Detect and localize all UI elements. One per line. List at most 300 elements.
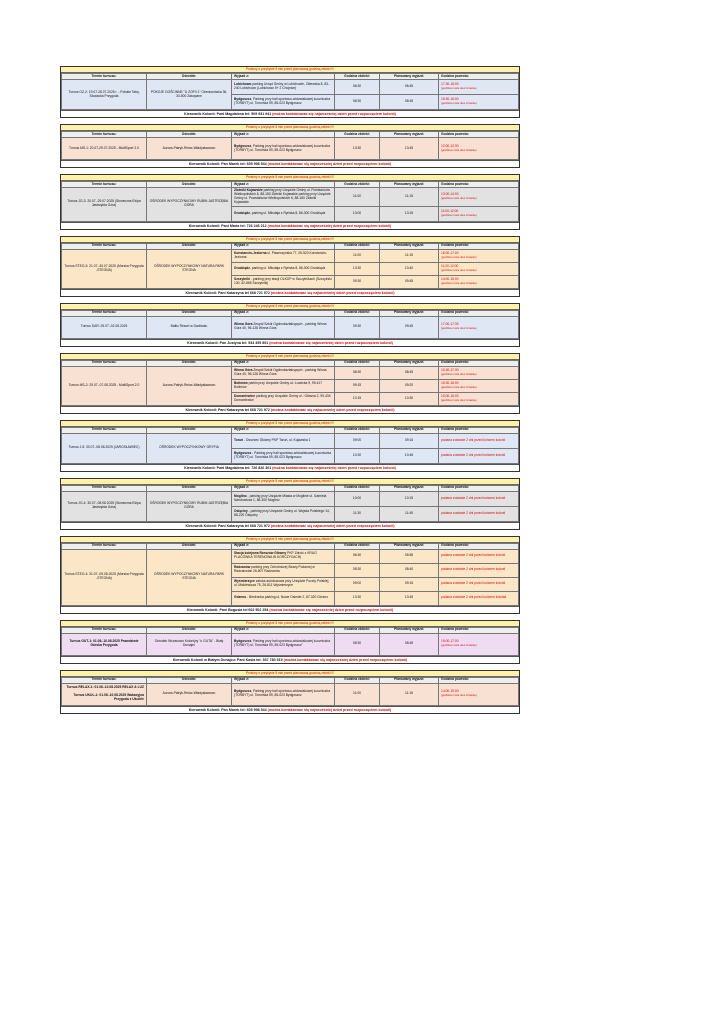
departure-address: - Biedronka parking ul. Nowe Osiedle 2, 87-320 Górzno bbox=[246, 595, 329, 600]
return-time bbox=[439, 366, 519, 379]
osrodek-cell: POKOJE GOŚCINNE "U ZOFII 1" Obersonówka 36, 34-500 Zakopane bbox=[147, 80, 232, 110]
schedule-table bbox=[61, 131, 519, 160]
planned-departure: 09:20 bbox=[380, 379, 439, 392]
contact-note: (można kontaktować się najwcześniej dzień przed rozpoczęciem kolonii) bbox=[272, 465, 396, 470]
return-time bbox=[439, 491, 519, 506]
departure-cell bbox=[232, 138, 335, 160]
warning-banner: Prosimy o przybycie 5 min przed planowaną godziną zbiórki !!! bbox=[61, 621, 519, 627]
return-hours: podana zostanie 2 dni przed końcem kolonii bbox=[441, 567, 506, 572]
return-hours: podana zostanie 2 dni przed końcem kolonia bbox=[441, 595, 507, 600]
column-header-powrot: Godzina powrotu: bbox=[439, 360, 519, 366]
gathering-time: 08:30 bbox=[335, 633, 380, 655]
schedule-table bbox=[61, 310, 519, 339]
departure-place: Stacja kolejowa Rzeszów Główny bbox=[234, 551, 287, 556]
departure-address: parking przy Urzędzie Gminy ul.: Główna 2, 99-434 Domaniewice bbox=[234, 393, 331, 402]
column-header-osrodek: Ośrodek: bbox=[147, 132, 232, 138]
contact-note: (można kontaktować się najwcześniej dzień przed rozpoczęciem kolonii) bbox=[283, 657, 408, 662]
column-header-wyjazd: Wyjazd z: bbox=[232, 74, 335, 80]
return-time bbox=[439, 138, 519, 160]
departure-place: Szczytniki bbox=[234, 276, 250, 281]
planned-departure: 13:45 bbox=[380, 138, 439, 160]
planned-departure: 11:15 bbox=[380, 683, 439, 705]
departure-cell bbox=[232, 262, 335, 275]
turnus-label: Turnus JG-4: 30.07.-08.08.2025 (Słoneczna Ekipa Jastrzębia Góra) bbox=[67, 501, 141, 510]
return-time bbox=[439, 563, 519, 577]
column-header-osrodek: Ośrodek: bbox=[147, 627, 232, 633]
osrodek-cell: OŚRODEK WYPOCZYNKOWY RUBIN JASTRZĘBIA GÓRA bbox=[147, 188, 232, 222]
turnus-cell bbox=[62, 549, 147, 605]
return-note: (godzina może ulec zmianie) bbox=[441, 147, 477, 152]
column-header-osrodek: Ośrodek: bbox=[147, 427, 232, 433]
column-header-turnus: Termin turnusu: bbox=[62, 132, 147, 138]
turnus-cell bbox=[62, 138, 147, 160]
departure-cell bbox=[232, 188, 335, 207]
contact-note: (można kontaktować się najwcześniej dzień przed rozpoczęciem kolonii) bbox=[269, 340, 393, 345]
return-time bbox=[439, 448, 519, 463]
column-header-powrot: Godzina powrotu: bbox=[439, 182, 519, 188]
osrodek-cell: Aurora-Patryk-Relax-Władysławowo bbox=[147, 138, 232, 160]
column-header-godzina: Godzina zbiórki: bbox=[335, 132, 380, 138]
gathering-time: 13:30 bbox=[335, 262, 380, 275]
column-header-godzina: Godzina zbiórki: bbox=[335, 485, 380, 491]
departure-address: - Dworzec Główny PKP Toruń, ul. Kujawska 1 bbox=[243, 437, 311, 442]
return-time bbox=[439, 433, 519, 448]
warning-banner: Prosimy o przybycie 5 min przed planowaną godziną zbiórki !!! bbox=[61, 125, 519, 131]
table-row bbox=[62, 366, 519, 379]
manager-footer bbox=[61, 339, 519, 346]
return-time bbox=[439, 206, 519, 221]
departure-place: Gdzeno bbox=[234, 595, 247, 600]
turnus-cell bbox=[62, 80, 147, 110]
column-header-godzina: Godzina zbiórki: bbox=[335, 543, 380, 549]
manager-footer bbox=[61, 289, 519, 296]
column-header-turnus: Termin turnusu: bbox=[62, 427, 147, 433]
osrodek-cell: OŚRODEK WYPOCZYNKOWY NATURA PARK STEGNA bbox=[147, 549, 232, 605]
departure-place: Bydgoszcz bbox=[234, 639, 252, 644]
return-time bbox=[439, 95, 519, 110]
departure-place: Toruń bbox=[234, 437, 244, 442]
column-header-planowany: Planowany wyjazd: bbox=[380, 427, 439, 433]
departure-place: Lubichowo bbox=[234, 82, 252, 87]
table-row bbox=[62, 683, 519, 705]
osrodek-cell: Aurora-Patryk-Relax-Władysławowo bbox=[147, 683, 232, 705]
column-header-osrodek: Ośrodek: bbox=[147, 543, 232, 549]
schedule-table bbox=[61, 243, 519, 289]
departure-address: ul. Piaseczyńska 77, 05-520 Konstancin-Jeziorna bbox=[234, 250, 327, 259]
turnus-cell bbox=[62, 633, 147, 655]
column-header-osrodek: Ośrodek: bbox=[147, 310, 232, 316]
turnus-label: Turnus UKUL-1: 01.08.-10.08.2025 Wakacyjna Przygoda z Ukulele bbox=[73, 693, 144, 702]
departure-cell bbox=[232, 275, 335, 288]
departure-place: Bydgoszcz bbox=[234, 97, 252, 102]
return-hours: podana zostanie 2 dni przed końcem kolonii bbox=[441, 553, 506, 558]
departure-place: Grudziądz bbox=[234, 265, 250, 270]
column-header-planowany: Planowany wyjazd: bbox=[380, 485, 439, 491]
column-header-powrot: Godzina powrotu: bbox=[439, 543, 519, 549]
return-time bbox=[439, 506, 519, 521]
turnus-label: Turnus GUT-1: 01.08.-10.08.2025 Prawdziwie Górska Przygoda bbox=[69, 639, 139, 648]
turnus-label: Turnus JG-3: 20.07.-29.07.2025 (Słoneczna Ekipa Jastrzębia Góra) bbox=[67, 199, 141, 208]
departure-cell bbox=[232, 366, 335, 379]
camp-block bbox=[60, 620, 520, 664]
gathering-time: 11:00 bbox=[335, 188, 380, 207]
manager-contact: Kierownik Kolonii: Pani Katarzyna tel 668 721 972 bbox=[185, 290, 271, 295]
table-row bbox=[62, 633, 519, 655]
planned-departure: 09:15 bbox=[380, 577, 439, 591]
return-hours: podana zostanie 2 dni przed końcem kolonii bbox=[441, 452, 506, 457]
turnus-cell bbox=[62, 249, 147, 288]
return-hours: 11:00-12:00 bbox=[441, 208, 459, 213]
schedule-table bbox=[61, 627, 519, 656]
camp-block bbox=[60, 420, 520, 472]
column-header-godzina: Godzina zbiórki: bbox=[335, 182, 380, 188]
manager-contact: Kierownik Kolonii: Pani Katarzyna tel 668 721 972 bbox=[185, 407, 271, 412]
departure-address: , parking ul. Mikołaja z Ryńska 8, 86-300 Grudziądz bbox=[249, 265, 326, 270]
warning-banner: Prosimy o przybycie 5 min przed planowaną godziną zbiórki !!! bbox=[61, 421, 519, 427]
warning-banner: Prosimy o przybycie 5 min przed planowaną godziną zbiórki !!! bbox=[61, 237, 519, 243]
column-header-wyjazd: Wyjazd z: bbox=[232, 427, 335, 433]
planned-departure: 10:45 bbox=[380, 448, 439, 463]
column-header-powrot: Godzina powrotu: bbox=[439, 677, 519, 683]
return-time bbox=[439, 392, 519, 405]
return-hours: 15:30-16:00 bbox=[441, 97, 459, 102]
osrodek-cell: Ośrodek Wczasowo Kolonijny "u GUTA" - Biały Dunajec bbox=[147, 633, 232, 655]
column-header-wyjazd: Wyjazd z: bbox=[232, 243, 335, 249]
departure-address: PKP Zdroić z KRUG PLACÓWKA TERENOWA W KORCZYCACH) bbox=[234, 551, 317, 560]
turnus-label: Turnus RELAX-1: 01.08.-10.08.2025 RELAX & LUZ bbox=[66, 685, 144, 690]
departure-address: , Parking przy hali sportowo-widowiskowej Łuczniczka (TORBYT) ul. Toruńska 59, 85-023 Bydgoszcz bbox=[234, 689, 331, 698]
osrodek-cell: OŚRODEK WYPOCZYNKOWY NATURA PARK STEGNA bbox=[147, 249, 232, 288]
camp-block bbox=[60, 174, 520, 230]
schedule-sheet bbox=[60, 66, 518, 720]
departure-cell bbox=[232, 683, 335, 705]
gathering-time: 09:00 bbox=[335, 577, 380, 591]
manager-contact: Kierownik Kolonii: Pani Magdalena tel: 726 826 301 bbox=[184, 465, 273, 470]
turnus-cell bbox=[62, 316, 147, 338]
return-hours: 14:00-15:00 bbox=[441, 689, 459, 694]
return-hours: 14:00-15:00 bbox=[441, 276, 459, 281]
column-header-wyjazd: Wyjazd z: bbox=[232, 132, 335, 138]
contact-note: (można kontaktować się najwcześniej dzień przed rozpoczęciem kolonii) bbox=[270, 407, 395, 412]
manager-footer bbox=[61, 110, 519, 117]
warning-banner: Prosimy o przybycie 5 min przed planowaną godziną zbiórki !!! bbox=[61, 671, 519, 677]
return-hours: 17:30-18:00 bbox=[441, 82, 459, 87]
gathering-time: 08:30 bbox=[335, 95, 380, 110]
column-header-planowany: Planowany wyjazd: bbox=[380, 132, 439, 138]
planned-departure: 08:45 bbox=[380, 366, 439, 379]
column-header-turnus: Termin turnusu: bbox=[62, 627, 147, 633]
column-header-turnus: Termin turnusu: bbox=[62, 74, 147, 80]
warning-banner: Prosimy o przybycie 5 min przed planowaną godziną zbiórki !!! bbox=[61, 304, 519, 310]
departure-address: Zespół Szkół Ogólnokształcących - parking Winna Góra 40, 96-128 Winna Góra bbox=[234, 322, 327, 331]
gathering-time: 06:30 bbox=[335, 549, 380, 563]
column-header-osrodek: Ośrodek: bbox=[147, 360, 232, 366]
return-note: (godzina może ulec zmianie) bbox=[441, 101, 477, 105]
return-hours: 15:00-17:00 bbox=[441, 639, 459, 644]
manager-footer bbox=[61, 222, 519, 229]
column-header-turnus: Termin turnusu: bbox=[62, 310, 147, 316]
departure-address: parking przy Urzędzie Gminy ul. Powstańców Wielkopolskich 6, 88-180 Złotniki Kujawskie parking przy Urzędzie Gminy ul. Powstańców Wielkopolskich 6, 88-180 Złotniki Kujawskie bbox=[234, 188, 331, 204]
turnus-label: Turnus MS-2: 29.07.-07.08.2025 - MultiSport 2.0 bbox=[68, 382, 140, 387]
table-row bbox=[62, 491, 519, 506]
column-header-powrot: Godzina powrotu: bbox=[439, 427, 519, 433]
column-header-godzina: Godzina zbiórki: bbox=[335, 627, 380, 633]
return-hours: 15:30-16:00 bbox=[441, 380, 459, 385]
departure-cell bbox=[232, 577, 335, 591]
planned-departure: 10:15 bbox=[380, 491, 439, 506]
departure-cell bbox=[232, 506, 335, 521]
column-header-turnus: Termin turnusu: bbox=[62, 677, 147, 683]
return-time bbox=[439, 633, 519, 655]
departure-address: - parking przy stacji OLKOP w Szczytnikach (Szczytniki 130, 62-865 Szczytniki) bbox=[234, 276, 332, 285]
column-header-planowany: Planowany wyjazd: bbox=[380, 182, 439, 188]
contact-note: (można kontaktować się najwcześniej dzień przed rozpoczęciem kolonii) bbox=[269, 607, 394, 612]
camp-block bbox=[60, 353, 520, 414]
return-time bbox=[439, 577, 519, 591]
departure-place: Winna Góra bbox=[234, 322, 253, 327]
warning-banner: Prosimy o przybycie 5 min przed planowaną godziną zbiórki !!! bbox=[61, 354, 519, 360]
turnus-cell bbox=[62, 433, 147, 463]
return-note: (godzina może ulec zmianie) bbox=[441, 212, 477, 217]
return-time bbox=[439, 275, 519, 288]
column-header-turnus: Termin turnusu: bbox=[62, 182, 147, 188]
column-header-powrot: Godzina powrotu: bbox=[439, 243, 519, 249]
manager-footer bbox=[61, 656, 519, 663]
departure-cell bbox=[232, 591, 335, 605]
departure-place: Bydgoszcz bbox=[234, 143, 252, 148]
turnus-label: Turnus DAR: 25.07.-02.08.2025 bbox=[80, 324, 128, 329]
contact-note: (można kontaktować się najwcześniej dzień przed rozpoczęciem kolonii) bbox=[267, 223, 392, 228]
manager-contact: Kierownik Kolonii: Pani Bogusia tel 602 502 254 bbox=[186, 607, 270, 612]
table-row bbox=[62, 188, 519, 207]
column-header-turnus: Termin turnusu: bbox=[62, 543, 147, 549]
departure-cell bbox=[232, 249, 335, 262]
manager-contact: Kierownik Kolonii w Białym Dunajcu: Pani Kasia tel: 537 780 519 bbox=[172, 657, 284, 662]
table-row bbox=[62, 80, 519, 95]
schedule-table bbox=[61, 73, 519, 110]
planned-departure: 09:15 bbox=[380, 433, 439, 448]
departure-address: parking przy Ochotniczej Straży Pożarnej w Radzanowie 26-807 Radzanów bbox=[234, 565, 315, 574]
return-note: (godzina może ulec zmianie) bbox=[441, 384, 477, 389]
column-header-powrot: Godzina powrotu: bbox=[439, 627, 519, 633]
schedule-table bbox=[61, 677, 519, 706]
camp-block bbox=[60, 236, 520, 297]
departure-cell bbox=[232, 633, 335, 655]
manager-contact: Kierownik Kolonii: Pan Marek tel: 605 998 544 bbox=[188, 707, 268, 712]
manager-footer bbox=[61, 406, 519, 413]
departure-address: , parking ul. Mikołaja z Ryńska 8, 86-300 Grudziądz bbox=[249, 210, 326, 215]
schedule-table bbox=[61, 360, 519, 406]
turnus-cell bbox=[62, 366, 147, 405]
return-hours: podana zostanie 2 dni przed końcem kolonii bbox=[441, 510, 506, 515]
warning-banner: Prosimy o przybycie 5 min przed planowaną godziną zbiórki !!! bbox=[61, 67, 519, 73]
column-header-planowany: Planowany wyjazd: bbox=[380, 677, 439, 683]
column-header-osrodek: Ośrodek: bbox=[147, 485, 232, 491]
return-note: (godzina może ulec zmianie) bbox=[441, 371, 477, 376]
return-hours: 17:00-17:30 bbox=[441, 322, 459, 327]
table-row bbox=[62, 549, 519, 563]
column-header-planowany: Planowany wyjazd: bbox=[380, 243, 439, 249]
return-time bbox=[439, 80, 519, 95]
departure-cell bbox=[232, 95, 335, 110]
planned-departure: 10:30 bbox=[380, 392, 439, 405]
column-header-planowany: Planowany wyjazd: bbox=[380, 74, 439, 80]
camp-block bbox=[60, 536, 520, 614]
turnus-label: Turnus MS-1: 20.07-29.07.2025 - MultiSport 2.0 bbox=[69, 145, 139, 150]
manager-contact: Kierownik Kolonii: Pani Maria tel: 726 246 212 bbox=[188, 223, 268, 228]
manager-contact: Kierownik Kolonii: Pan Marek tel: 605 998 544 bbox=[188, 162, 268, 166]
return-note: (godzina może ulec zmianie) bbox=[441, 693, 477, 698]
return-hours: podana zostanie 2 dni przed końcem kolonii bbox=[441, 495, 506, 500]
departure-cell bbox=[232, 206, 335, 221]
gathering-time: 09:30 bbox=[335, 275, 380, 288]
column-header-wyjazd: Wyjazd z: bbox=[232, 677, 335, 683]
table-row bbox=[62, 433, 519, 448]
departure-address: - Parking przy hali sportowo-widowiskowej Łuczniczka (TORBYT) ul. Toruńska 59, 85-023 Bydgoszcz bbox=[234, 450, 332, 459]
column-header-wyjazd: Wyjazd z: bbox=[232, 485, 335, 491]
column-header-turnus: Termin turnusu: bbox=[62, 485, 147, 491]
warning-banner: Prosimy o przybycie 5 min przed planowaną godziną zbiórki !!! bbox=[61, 175, 519, 181]
departure-address: - parking przy Urzędzie Miasta w Mogilnie ul. Gabriela Narutowicza 1, 88-300 Mogilno bbox=[234, 493, 327, 502]
column-header-godzina: Godzina zbiórki: bbox=[335, 74, 380, 80]
manager-footer bbox=[61, 160, 519, 167]
planned-departure: 08:40 bbox=[380, 563, 439, 577]
planned-departure: 13:45 bbox=[380, 591, 439, 605]
departure-cell bbox=[232, 392, 335, 405]
schedule-table bbox=[61, 427, 519, 464]
return-hours: podana zostanie 2 dni przed końcem kolonii bbox=[441, 581, 506, 586]
manager-footer bbox=[61, 464, 519, 471]
column-header-wyjazd: Wyjazd z: bbox=[232, 182, 335, 188]
column-header-planowany: Planowany wyjazd: bbox=[380, 627, 439, 633]
departure-place: Mogilno bbox=[234, 493, 247, 498]
manager-contact: Kierownik Kolonii: Pani Magdalena tel: 509 931 941 bbox=[184, 112, 273, 116]
planned-departure: 08:45 bbox=[380, 633, 439, 655]
warning-banner: Prosimy o przybycie 5 min przed planowaną godziną zbiórki !!! bbox=[61, 537, 519, 543]
departure-place: Bydgoszcz bbox=[234, 450, 252, 455]
warning-banner: Prosimy o przybycie 5 min przed planowaną godziną zbiórki !!! bbox=[61, 479, 519, 485]
gathering-time: 08:30 bbox=[335, 563, 380, 577]
gathering-time: 09:00 bbox=[335, 433, 380, 448]
planned-departure: 11:45 bbox=[380, 506, 439, 521]
gathering-time: 09:15 bbox=[335, 379, 380, 392]
schedule-table bbox=[61, 485, 519, 522]
gathering-time: 11:00 bbox=[335, 683, 380, 705]
column-header-powrot: Godzina powrotu: bbox=[439, 132, 519, 138]
column-header-godzina: Godzina zbiórki: bbox=[335, 243, 380, 249]
camp-block bbox=[60, 303, 520, 347]
departure-address: Zespół Szkół Ogólnokształcących - parking Winna Góra 40, 96-128 Winna Góra bbox=[234, 367, 327, 376]
departure-place: Radzanów bbox=[234, 565, 251, 570]
return-note: (godzina może ulec zmianie) bbox=[441, 254, 477, 259]
return-hours: 16:30-17:30 bbox=[441, 367, 459, 372]
schedule-table bbox=[61, 543, 519, 606]
departure-address: - parking przy Urzędzie Gminy ul. Wojska Polskiego 14, 88-220 Osięciny bbox=[234, 508, 330, 517]
departure-address: , Parking przy hali sportowo-widowiskowej Łuczniczka (TORBYT) ul. Toruńska 59, 85-023 Bydgoszcz bbox=[234, 143, 331, 152]
return-time bbox=[439, 683, 519, 705]
departure-cell bbox=[232, 80, 335, 95]
camp-block bbox=[60, 478, 520, 530]
camp-block bbox=[60, 670, 520, 714]
schedule-table bbox=[61, 181, 519, 222]
return-time bbox=[439, 262, 519, 275]
return-hours: 16:00-17:00 bbox=[441, 250, 459, 255]
column-header-powrot: Godzina powrotu: bbox=[439, 74, 519, 80]
osrodek-cell: Baltic Resort w Darłówku bbox=[147, 316, 232, 338]
manager-footer bbox=[61, 606, 519, 613]
departure-place: Grudziądz bbox=[234, 210, 250, 215]
column-header-planowany: Planowany wyjazd: bbox=[380, 310, 439, 316]
gathering-time: 11:00 bbox=[335, 249, 380, 262]
gathering-time: 06:30 bbox=[335, 80, 380, 95]
column-header-planowany: Planowany wyjazd: bbox=[380, 360, 439, 366]
turnus-label: Turnus STEG-4: 31.07.-09.08.2025 (Morska Przygoda -STEGNA) bbox=[64, 572, 144, 581]
column-header-osrodek: Ośrodek: bbox=[147, 182, 232, 188]
osrodek-cell: OŚRODEK WYPOCZYNKOWY GRYFIA bbox=[147, 433, 232, 463]
return-time bbox=[439, 591, 519, 605]
camp-block bbox=[60, 124, 520, 168]
return-note: (godzina może ulec zmianie) bbox=[441, 195, 477, 200]
return-note: (godzina może ulec zmianie) bbox=[441, 326, 477, 331]
planned-departure: 06:45 bbox=[380, 80, 439, 95]
column-header-powrot: Godzina powrotu: bbox=[439, 310, 519, 316]
departure-place: Złotniki Kujawskie bbox=[234, 188, 263, 192]
return-hours: 15:00-16:00 bbox=[441, 393, 459, 398]
column-header-godzina: Godzina zbiórki: bbox=[335, 360, 380, 366]
table-row bbox=[62, 138, 519, 160]
return-note: (godzina może ulec zmianie) bbox=[441, 280, 477, 285]
contact-note: (można kontaktować się najwcześniej dzień przed rozpoczęciem kolonii) bbox=[272, 112, 396, 116]
contact-note: (można kontaktować się najwcześniej dzień przed rozpoczęciem kolonii) bbox=[270, 290, 395, 295]
osrodek-cell: OŚRODEK WYPOCZYNKOWY RUBIN JASTRZĘBIA GÓRA bbox=[147, 491, 232, 521]
column-header-godzina: Godzina zbiórki: bbox=[335, 427, 380, 433]
planned-departure: 13:15 bbox=[380, 206, 439, 221]
departure-cell bbox=[232, 316, 335, 338]
return-time bbox=[439, 249, 519, 262]
column-header-osrodek: Ośrodek: bbox=[147, 677, 232, 683]
planned-departure: 08:45 bbox=[380, 95, 439, 110]
column-header-osrodek: Ośrodek: bbox=[147, 74, 232, 80]
departure-cell bbox=[232, 491, 335, 506]
contact-note: (można kontaktować się najwcześniej dzień przed rozpoczęciem kolonii) bbox=[267, 707, 392, 712]
departure-place: Winna Góra bbox=[234, 367, 253, 372]
column-header-wyjazd: Wyjazd z: bbox=[232, 627, 335, 633]
return-time bbox=[439, 549, 519, 563]
return-time bbox=[439, 316, 519, 338]
column-header-planowany: Planowany wyjazd: bbox=[380, 543, 439, 549]
planned-departure: 11:15 bbox=[380, 188, 439, 207]
departure-address: parkin przy Urzędzie Gminy ul.: Łowicka 9, 99-417 Bolimów bbox=[234, 380, 323, 389]
departure-address: parking Urząd Gminy w Lubichowie, Zblewska 8, 83-240 Lubichowo (Lubichowo 5+ 2 Chojnice) bbox=[234, 82, 330, 90]
departure-place: Osięciny bbox=[234, 508, 248, 513]
planned-departure: 11:15 bbox=[380, 249, 439, 262]
turnus-label: Turnus OZ-2: 19.07-28.07.2025 r. - Polskie Tatry, Słowacka Przygoda bbox=[68, 89, 140, 98]
departure-place: Wyśmierzyce bbox=[234, 579, 255, 584]
column-header-wyjazd: Wyjazd z: bbox=[232, 360, 335, 366]
gathering-time: 10:30 bbox=[335, 448, 380, 463]
gathering-time: 13:00 bbox=[335, 206, 380, 221]
turnus-cell bbox=[62, 683, 147, 705]
gathering-time: 13:30 bbox=[335, 138, 380, 160]
departure-cell bbox=[232, 563, 335, 577]
gathering-time: 11:30 bbox=[335, 506, 380, 521]
departure-place: Bydgoszcz bbox=[234, 689, 252, 694]
departure-cell bbox=[232, 549, 335, 563]
planned-departure: 06:58 bbox=[380, 549, 439, 563]
return-note: (godzina może ulec zmianie) bbox=[441, 86, 477, 90]
column-header-godzina: Godzina zbiórki: bbox=[335, 310, 380, 316]
planned-departure: 09:45 bbox=[380, 275, 439, 288]
